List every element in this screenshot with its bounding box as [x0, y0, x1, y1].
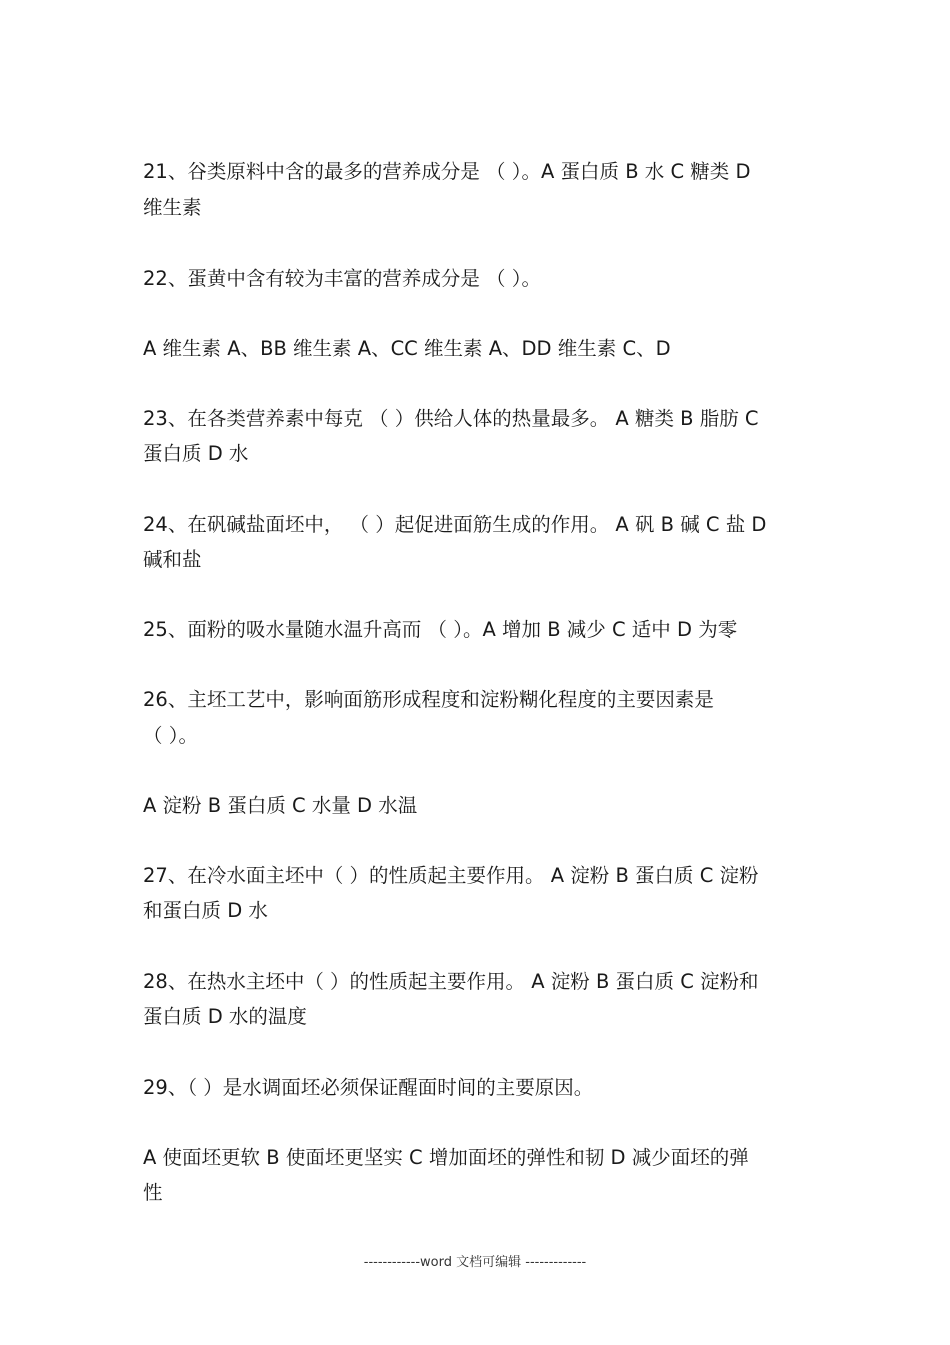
question-23-line-2: 蛋白质 D 水: [143, 442, 249, 465]
question-29-line-1: 29、（ ）是水调面坯必须保证醒面时间的主要原因。: [143, 1076, 594, 1099]
question-22-options: A 维生素 A、BB 维生素 A、CC 维生素 A、DD 维生素 C、D: [143, 337, 671, 360]
question-28-line-1: 28、在热水主坯中（ ）的性质起主要作用。 A 淀粉 B 蛋白质 C 淀粉和: [143, 970, 759, 993]
question-21-line-2: 维生素: [143, 196, 202, 219]
question-24-line-2: 碱和盐: [143, 548, 202, 571]
question-29-options-line-1: A 使面坯更软 B 使面坯更坚实 C 增加面坯的弹性和韧 D 减少面坯的弹: [143, 1146, 749, 1169]
question-27-line-2: 和蛋白质 D 水: [143, 899, 268, 922]
question-26-line-1: 26、主坯工艺中，影响面筋形成程度和淀粉糊化程度的主要因素是: [143, 688, 714, 711]
question-24-line-1: 24、在矾碱盐面坯中， （ ）起促进面筋生成的作用。 A 矾 B 碱 C 盐 D: [143, 513, 767, 536]
question-26-line-2: （ ）。: [143, 724, 198, 747]
question-27-line-1: 27、在冷水面主坯中（ ）的性质起主要作用。 A 淀粉 B 蛋白质 C 淀粉: [143, 864, 759, 887]
question-22-line-1: 22、蛋黄中含有较为丰富的营养成分是 （ ）。: [143, 267, 541, 290]
question-26-options: A 淀粉 B 蛋白质 C 水量 D 水温: [143, 794, 418, 817]
question-28-line-2: 蛋白质 D 水的温度: [143, 1005, 307, 1028]
page-footer: ------------word 文档可编辑 -------------: [363, 1255, 587, 1270]
question-25-line-1: 25、面粉的吸水量随水温升高而 （ ）。A 增加 B 减少 C 适中 D 为零: [143, 618, 738, 641]
question-29-options-line-2: 性: [143, 1181, 163, 1204]
question-23-line-1: 23、在各类营养素中每克 （ ）供给人体的热量最多。 A 糖类 B 脂肪 C: [143, 407, 759, 430]
question-21-line-1: 21、谷类原料中含的最多的营养成分是 （ ）。A 蛋白质 B 水 C 糖类 D: [143, 160, 751, 183]
